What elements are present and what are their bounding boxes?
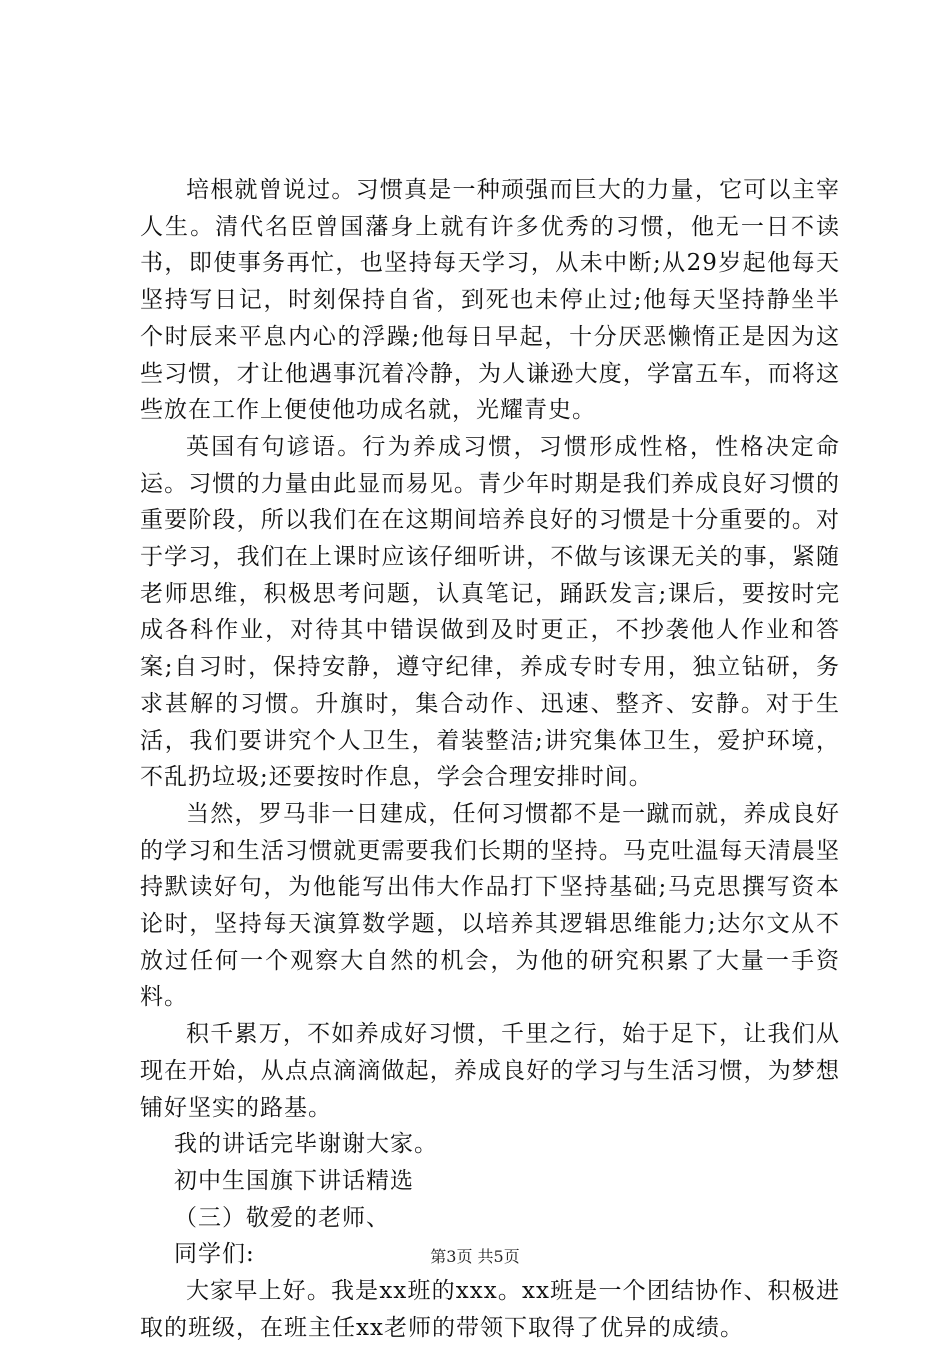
section-subtitle: （三）敬爱的老师、 [174,1204,390,1231]
paragraph-rome-persistence: 当然，罗马非一日建成，任何习惯都不是一蹴而就，养成良好的学习和生活习惯就更需要我们长期的坚持。马克吐温每天清晨坚持默读好句，为他能写出伟大作品打下坚持基础;马克思撰写资本论时，坚持每天演算数学题，以培养其逻辑思维能力;达尔文从不放过任何一个观察大自然的机会，为他的研究积累了大量一手资料。 [140,800,840,1011]
document-body [140,172,840,1347]
paragraph-habits-bacon: 培根就曾说过。习惯真是一种顽强而巨大的力量，它可以主宰人生。清代名臣曾国藩身上就有许多优秀的习惯，他无一日不读书，即使事务再忙，也坚持每天学习，从未中断;从29岁起他每天坚持写日记，时刻保持自省，到死也未停止过;他每天坚持静坐半个时辰来平息内心的浮躁;他每日早起，十分厌恶懒惰正是因为这些习惯，才让他遇事沉着冷静，为人谦逊大度，学富五车，而将这些放在工作上便使他功成名就，光耀青史。 [140,177,840,424]
section-title: 初中生国旗下讲话精选 [174,1167,414,1194]
paragraph-english-proverb: 英国有句谚语。行为养成习惯，习惯形成性格，性格决定命运。习惯的力量由此显而易见。青少年时期是我们养成良好习惯的重要阶段，所以我们在在这期间培养良好的习惯是十分重要的。对于学习，我们在上课时应该仔细听讲，不做与该课无关的事，紧随老师思维，积极思考问题，认真笔记，踊跃发言;课后，要按时完成各科作业，对待其中错误做到及时更正，不抄袭他人作业和答案;自习时，保持安静，遵守纪律，养成专时专用，独立钻研，务求甚解的习惯。升旗时，集合动作、迅速、整齐、安静。对于生活，我们要讲究个人卫生，着装整洁;讲究集体卫生，爱护环境，不乱扔垃圾;还要按时作息，学会合理安排时间。 [140,433,840,791]
paragraph-greeting: 大家早上好。我是xx班的xxx。xx班是一个团结协作、积极进取的班级，在班主任xx老师的带领下取得了优异的成绩。 [140,1278,840,1341]
page-footer [0,1244,950,1267]
salutation: 同学们: [174,1241,255,1268]
page-number-label: 第3页 共5页 [430,1247,520,1266]
paragraph-conclusion: 积千累万，不如养成好习惯，千里之行，始于足下，让我们从现在开始，从点点滴滴做起，养成良好的学习与生活习惯，为梦想铺好坚实的路基。 [140,1021,840,1121]
closing-line: 我的讲话完毕谢谢大家。 [174,1131,438,1158]
